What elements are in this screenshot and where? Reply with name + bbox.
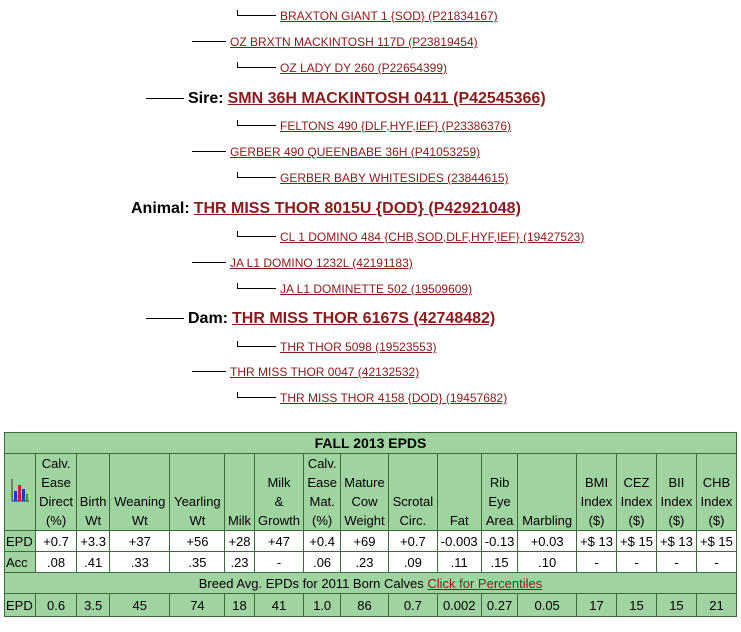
link-sire-sire[interactable]: OZ BRXTN MACKINTOSH 117D (P23819454) [230,35,478,49]
avg-value-11: 0.05 [518,594,577,617]
epd-header-14 [656,454,696,531]
avg-value-1: 3.5 [77,594,110,617]
epd-header-line: Cow [351,494,378,509]
link-sire-dam[interactable]: GERBER 490 QUEENBABE 36H (P41053259) [230,145,481,159]
tree-line [238,236,276,237]
epd-header-line: Ease [307,475,337,490]
epd-header-line: Wt [85,513,102,528]
epd-value-4: +28 [225,531,254,552]
link-dam-sire-sire[interactable]: CL 1 DOMINO 484 {CHB,SOD,DLF,HYF,IEF} (19427523) [280,230,585,244]
epd-value-3: +56 [170,531,225,552]
acc-value-13: - [617,552,657,573]
acc-value-10: .15 [481,552,517,573]
acc-value-7: .23 [340,552,388,573]
epd-header-line: Index [700,494,733,509]
epd-header-2 [110,454,170,531]
link-dam[interactable]: THR MISS THOR 6167S (42748482) [232,310,496,327]
pedigree-row-sd [192,144,480,160]
acc-value-6: .06 [304,552,340,573]
epd-row-label: EPD [5,531,36,552]
epd-value-15: +$ 15 [696,531,736,552]
acc-value-11: .10 [518,552,577,573]
pedigree-row-sire [146,89,546,109]
epd-value-14: +$ 13 [656,531,696,552]
pedigree-row-sdd [237,170,509,186]
epd-header-12 [577,454,617,531]
pedigree-row-sss [237,8,498,24]
avg-value-5: 41 [254,594,304,617]
avg-value-2: 45 [110,594,170,617]
tree-line [192,371,226,372]
sire-label: Sire: [188,90,224,107]
tree-line [192,41,226,42]
acc-row-label: Acc [5,552,36,573]
epd-header-line: ($) [708,513,725,528]
link-dam-dam-sire[interactable]: THR THOR 5098 (19523553) [280,340,437,354]
tree-line [238,125,276,126]
acc-value-0: .08 [36,552,77,573]
bar-chart-icon [10,477,30,503]
breed-avg-row [5,594,737,617]
avg-value-0: 0.6 [36,594,77,617]
epd-header-line: Yearling [174,494,221,509]
epd-header-3 [170,454,225,531]
epd-value-1: +3.3 [77,531,110,552]
epd-value-9: -0.003 [437,531,481,552]
epd-header-line: Ease [41,475,71,490]
epd-header-line: Milk [227,513,252,528]
epd-header-5 [254,454,304,531]
epd-value-2: +37 [110,531,170,552]
pedigree-row-dd [192,364,419,380]
epd-header-line: Calv. [41,456,71,471]
tree-line [238,15,276,16]
epd-header-8 [389,454,437,531]
epd-value-6: +0.4 [304,531,340,552]
epd-header-6 [304,454,340,531]
link-dam-sire[interactable]: JA L1 DOMINO 1232L (42191183) [230,256,413,270]
avg-value-8: 0.7 [389,594,437,617]
pedigree-row-dsd [237,281,472,297]
epd-values-row [5,531,737,552]
epd-header-line: Wt [189,513,206,528]
epd-header-line: Rib [489,475,510,490]
epd-header-9 [437,454,481,531]
avg-value-7: 86 [340,594,388,617]
epd-header-line: ($) [668,513,685,528]
acc-value-5: - [254,552,304,573]
epd-value-7: +69 [340,531,388,552]
epd-header-line: Milk [267,475,291,490]
epd-value-0: +0.7 [36,531,77,552]
acc-value-12: - [577,552,617,573]
pedigree-row-ds [192,255,413,271]
epd-value-10: -0.13 [481,531,517,552]
epd-header-15 [696,454,736,531]
epd-header-13 [617,454,657,531]
tree-line [146,98,184,99]
percentiles-link[interactable]: Click for Percentiles [427,575,543,591]
epd-header-line: Mature [344,475,385,490]
epd-header-line: Weight [344,513,385,528]
pedigree-row-animal [131,199,521,219]
pedigree-row-ssd [237,60,447,76]
epd-table [4,432,737,617]
epd-header-line: Eye [488,494,511,509]
acc-value-8: .09 [389,552,437,573]
epd-header-10 [481,454,517,531]
epd-header-1 [77,454,110,531]
tree-line [146,318,184,319]
tree-line [238,288,276,289]
avg-value-4: 18 [225,594,254,617]
pedigree-row-ddd [237,390,507,406]
link-animal[interactable]: THR MISS THOR 8015U {DOD} (P42921048) [193,200,521,217]
epd-header-line: Growth [258,513,300,528]
epd-header-line: CEZ [623,475,650,490]
link-sire-dam-dam[interactable]: GERBER BABY WHITESIDES (23844615) [280,171,509,185]
acc-value-2: .33 [110,552,170,573]
epd-header-line: Marbling [522,513,573,528]
animal-label: Animal: [131,200,190,217]
tree-line [238,346,276,347]
epd-header-4 [225,454,254,531]
acc-value-1: .41 [77,552,110,573]
epd-header-11 [518,454,577,531]
chart-icon-cell [5,454,36,531]
tree-line [238,397,276,398]
link-dam-dam-dam[interactable]: THR MISS THOR 4158 {DOD} (19457682) [280,391,508,405]
epd-header-line: Calv. [307,456,337,471]
breed-avg-text: Breed Avg. EPDs for 2011 Born Calves [198,575,424,591]
breed-avg-bar [5,573,737,594]
epd-header-line: (%) [312,513,333,528]
avg-value-6: 1.0 [304,594,340,617]
epd-header-line: (%) [45,513,67,528]
tree-line [192,151,226,152]
epd-header-line: Fat [449,513,469,528]
pedigree-row-sds [237,118,511,134]
epd-header-0 [36,454,77,531]
tree-line [238,177,276,178]
link-dam-sire-dam[interactable]: JA L1 DOMINETTE 502 (19509609) [280,282,473,296]
epd-value-13: +$ 15 [617,531,657,552]
epd-header-line: BMI [584,475,609,490]
epd-header-row [5,454,737,531]
avg-value-14: 15 [656,594,696,617]
link-dam-dam[interactable]: THR MISS THOR 0047 (42132532) [230,365,420,379]
epd-value-12: +$ 13 [577,531,617,552]
avg-value-15: 21 [696,594,736,617]
epd-header-line: ($) [628,513,645,528]
epd-value-8: +0.7 [389,531,437,552]
acc-value-4: .23 [225,552,254,573]
epd-header-line: Index [580,494,613,509]
epd-header-7 [340,454,388,531]
epd-header-line: Wt [131,513,148,528]
epd-header-line: ($) [588,513,605,528]
epd-value-11: +0.03 [518,531,577,552]
pedigree-row-dds [237,339,437,355]
epd-header-line: Index [620,494,653,509]
link-sire-sire-sire[interactable]: BRAXTON GIANT 1 {SOD} (P21834167) [280,9,498,23]
epd-header-line: CHB [702,475,731,490]
tree-line [238,67,276,68]
epd-header-line: Birth [79,494,107,509]
acc-value-14: - [656,552,696,573]
epd-header-line: Weaning [114,494,166,509]
epd-header-line: BII [668,475,685,490]
avg-value-12: 17 [577,594,617,617]
link-sire-dam-sire[interactable]: FELTONS 490 {DLF,HYF,IEF} (P23386376) [280,119,512,133]
epd-header-line: Mat. [309,494,335,509]
epd-header-line: Circ. [399,513,427,528]
dam-label: Dam: [188,310,229,327]
avg-value-3: 74 [170,594,225,617]
link-sire-sire-dam[interactable]: OZ LADY DY 260 (P22654399) [280,61,447,75]
link-sire[interactable]: SMN 36H MACKINTOSH 0411 (P42545366) [227,90,546,107]
epd-table-title: FALL 2013 EPDS [5,433,737,454]
avg-value-9: 0.002 [437,594,481,617]
avg-row-label: EPD [5,594,36,617]
acc-value-15: - [696,552,736,573]
epd-header-line: Area [485,513,514,528]
acc-value-9: .11 [437,552,481,573]
epd-header-line: Direct [39,494,74,509]
pedigree-row-dss [237,229,584,245]
pedigree-row-dam [146,309,495,329]
avg-value-10: 0.27 [481,594,517,617]
acc-values-row [5,552,737,573]
tree-line [192,262,226,263]
pedigree-row-ss [192,34,478,50]
avg-value-13: 15 [617,594,657,617]
epd-header-line: Scrotal [392,494,434,509]
epd-header-line: Index [660,494,693,509]
epd-header-line: & [274,494,284,509]
acc-value-3: .35 [170,552,225,573]
epd-value-5: +47 [254,531,304,552]
